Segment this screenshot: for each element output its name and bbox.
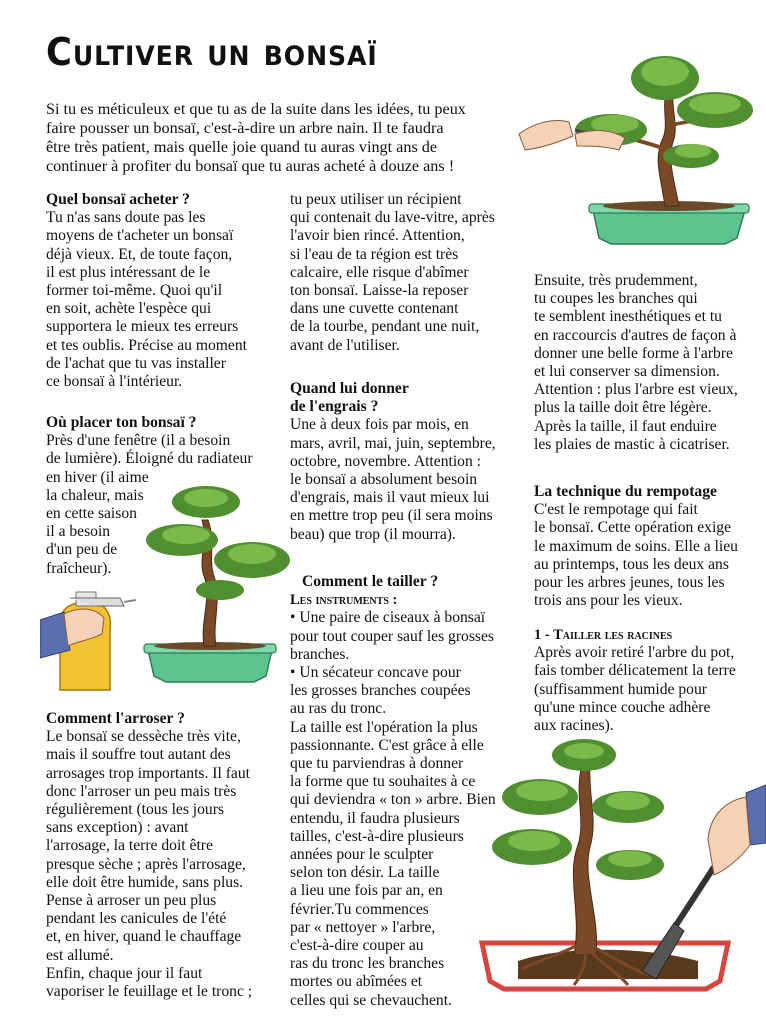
text-line: la chaleur, mais <box>46 486 144 504</box>
bonsai-repotting-illustration <box>478 735 766 1000</box>
text-line: Pense à arroser un peu plus <box>46 892 217 910</box>
text-line: selon ton désir. La taille <box>290 864 440 882</box>
text-line: au printemps, tous les deux ans <box>534 555 729 573</box>
intro-line: continuer à profiter du bonsaï que tu auras acheté à douze ans ! <box>46 157 455 175</box>
text-line: tu peux utiliser un récipient <box>290 191 462 208</box>
text-line: plus la taille doit être légère. <box>534 399 712 417</box>
text-line: déjà vieux. Et, de toute façon, <box>46 245 233 263</box>
text-line: vaporiser le feuillage et le tronc ; <box>46 983 253 1001</box>
text-line: tailles, c'est-à-dire plusieurs <box>290 827 464 845</box>
text-line: qu'une mince couche adhère <box>534 698 711 716</box>
text-line: Tu n'as sans doute pas les <box>46 209 206 227</box>
text-line: il est plus intéressant de le <box>46 263 211 281</box>
text-line: La taille est l'opération la plus <box>290 718 478 736</box>
heading-rempotage: La technique du rempotage <box>534 483 717 500</box>
heading-engrais-2: de l'engrais ? <box>290 398 379 416</box>
text-line: • Un sécateur concave pour <box>290 664 461 682</box>
text-line: que tu parviendras à donner <box>290 755 464 773</box>
heading-arroser: Comment l'arroser ? <box>46 710 185 727</box>
text-line: et lui conserver sa dimension. <box>534 363 720 381</box>
text-line: régulièrement (tous les jours <box>46 801 224 819</box>
text-line: presque sèche ; après l'arrosage, <box>46 855 246 873</box>
text-line: ce bonsaï à l'intérieur. <box>46 373 183 391</box>
section-tailler <box>290 573 496 1010</box>
text-line: par « nettoyer » l'arbre, <box>290 918 436 936</box>
text-line: beau) que trop (il mourra). <box>290 525 456 543</box>
text-line: tu coupes les branches qui <box>534 290 698 308</box>
text-line: de la tourbe, pendant une nuit, <box>290 318 480 336</box>
text-line: branches. <box>290 645 350 663</box>
text-line: donner une belle forme à l'arbre <box>534 344 733 362</box>
intro-paragraph <box>46 100 516 176</box>
text-line: en soit, achète l'espèce qui <box>46 300 212 318</box>
section-taille-suite <box>534 272 738 454</box>
text-line: en mettre trop peu (il sera moins <box>290 507 493 525</box>
text-line: elle doit être humide, sans plus. <box>46 873 244 891</box>
text-line: le bonsaï. Cette opération exige <box>534 519 732 537</box>
section-engrais <box>290 380 496 544</box>
text-line: de lumière). Éloigné du radiateur <box>46 450 253 468</box>
text-line: a lieu une fois par an, en <box>290 882 443 900</box>
hand-with-sleeve <box>708 785 766 875</box>
text-line: années pour le sculpter <box>290 846 434 864</box>
text-line: c'est-à-dire couper au <box>290 937 424 955</box>
subheading-instruments: Les instruments : <box>290 592 398 609</box>
text-line: former toi-même. Quoi qu'il <box>46 282 223 300</box>
text-line: d'engrais, mais il vaut mieux lui <box>290 489 490 507</box>
text-line: et tes oublis. Précise au moment <box>46 336 247 354</box>
text-line: C'est le rempotage qui fait <box>534 501 698 519</box>
text-line: en cette saison <box>46 505 137 523</box>
section-vaporiser-suite <box>290 191 495 355</box>
text-line: Enfin, chaque jour il faut <box>46 964 203 982</box>
text-line: dans une cuvette contenant <box>290 300 459 318</box>
text-line: fraîcheur). <box>46 559 112 577</box>
intro-line: être très patient, mais quelle joie quand tu auras vingt ans de <box>46 138 438 156</box>
text-line: supportera le mieux tes erreurs <box>46 318 239 336</box>
text-line: en hiver (il aime <box>46 468 149 486</box>
text-line: passionnante. C'est grâce à elle <box>290 736 484 754</box>
text-line: l'arrosage, la terre doit être <box>46 837 213 855</box>
text-line: d'un peu de <box>46 541 118 559</box>
text-line: trois ans pour les vieux. <box>534 592 683 610</box>
section-rempotage <box>534 483 738 610</box>
text-line: ton bonsaï. Laisse-la reposer <box>290 282 469 300</box>
foliage <box>146 486 290 600</box>
text-line: aux racines). <box>534 717 614 735</box>
intro-line: faire pousser un bonsaï, c'est-à-dire un arbre nain. Il te faudra <box>46 119 444 137</box>
text-line: qui deviendra « ton » arbre. Bien <box>290 791 496 809</box>
text-line: et, en hiver, quand le chauffage <box>46 928 242 946</box>
text-line: mais il souffre tout autant des <box>46 746 231 764</box>
bonsai-pruning-illustration <box>515 38 760 270</box>
pot <box>144 642 276 682</box>
text-line: arrosages trop importants. Il faut <box>46 764 250 782</box>
text-line: • Une paire de ciseaux à bonsaï <box>290 609 486 627</box>
text-line: ras du tronc les branches <box>290 955 445 973</box>
text-line: Près d'une fenêtre (il a besoin <box>46 432 231 450</box>
intro-line: Si tu es méticuleux et que tu as de la suite dans les idées, tu peux <box>46 100 466 118</box>
text-line: calcaire, elle risque d'abîmer <box>290 263 469 281</box>
page-title: Cultiver un bonsaï <box>46 30 378 74</box>
text-line: donc l'arroser un peu mais très <box>46 782 237 800</box>
subheading-racines: 1 - Tailler les racines <box>534 627 673 643</box>
text-line: les grosses branches coupées <box>290 682 471 700</box>
heading-ou-placer: Où placer ton bonsaï ? <box>46 414 197 431</box>
bonsai-spraying-illustration <box>40 480 295 698</box>
text-line: de l'achat que tu vas installer <box>46 354 226 372</box>
text-line: fais tomber délicatement la terre <box>534 662 736 680</box>
text-line: Après avoir retiré l'arbre du pot, <box>534 644 735 662</box>
text-line: le bonsaï a absolument besoin <box>290 471 478 489</box>
text-line: te semblent inesthétiques et tu <box>534 308 722 326</box>
heading-quel-bonsai: Quel bonsaï acheter ? <box>46 191 190 208</box>
text-line: sans exception) : avant <box>46 819 189 837</box>
text-line: entendu, il faudra plusieurs <box>290 809 460 827</box>
text-line: celles qui se chevauchent. <box>290 991 452 1009</box>
text-line: Le bonsaï se dessèche très vite, <box>46 728 241 746</box>
section-quel-bonsai <box>46 191 247 391</box>
text-line: pour tout couper sauf les grosses <box>290 627 494 645</box>
section-racines <box>534 626 736 735</box>
text-line: si l'eau de ta région est très <box>290 245 459 263</box>
text-line: en raccourcis d'autres de façon à <box>534 326 737 344</box>
text-line: Après la taille, il faut enduire <box>534 417 717 435</box>
text-line: qui contenait du lave-vitre, après <box>290 209 495 227</box>
text-line: Une à deux fois par mois, en <box>290 416 469 434</box>
text-line: avant de l'utiliser. <box>290 336 400 354</box>
text-line: mortes ou abîmées et <box>290 973 423 991</box>
text-line: Ensuite, très prudemment, <box>534 272 698 289</box>
text-line: au ras du tronc. <box>290 700 387 718</box>
section-arroser <box>46 710 252 1001</box>
text-line: février.Tu commences <box>290 900 429 918</box>
heading-tailler: Comment le tailler ? <box>302 573 439 590</box>
text-line: pendant les canicules de l'été <box>46 910 227 928</box>
text-line: la forme que tu souhaites à ce <box>290 773 476 791</box>
text-line: est allumé. <box>46 946 114 964</box>
text-line: Attention : plus l'arbre est vieux, <box>534 381 738 399</box>
text-line: il a besoin <box>46 523 111 541</box>
text-line: le maximum de soins. Elle a lieu <box>534 537 738 555</box>
pot <box>589 201 749 244</box>
text-line: mars, avril, mai, juin, septembre, <box>290 434 496 452</box>
text-line: l'avoir bien rincé. Attention, <box>290 227 465 245</box>
heading-engrais: Quand lui donner <box>290 380 409 397</box>
text-line: les plaies de mastic à cicatriser. <box>534 435 730 453</box>
text-line: (suffisamment humide pour <box>534 680 707 698</box>
text-line: pour les arbres jeunes, tous les <box>534 574 725 592</box>
text-line: moyens de t'acheter un bonsaï <box>46 227 234 245</box>
text-line: octobre, novembre. Attention : <box>290 452 481 470</box>
